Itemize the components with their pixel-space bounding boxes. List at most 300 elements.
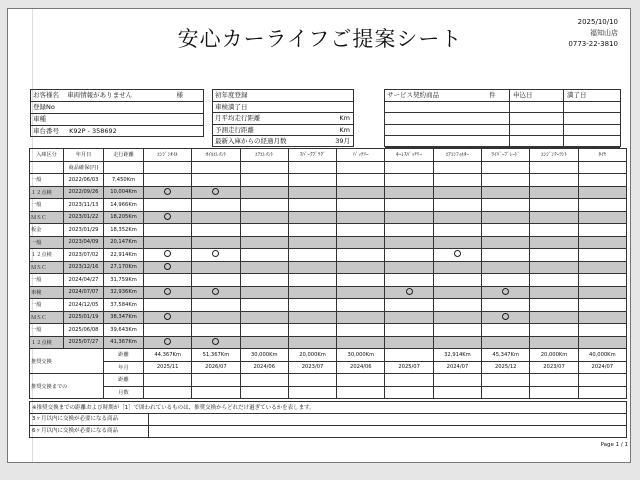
table-row — [30, 261, 627, 274]
replaced-mark — [212, 288, 219, 295]
mark-cell — [385, 261, 433, 274]
mark-cell — [192, 249, 240, 262]
entry-date-cell: 2024/07/07 — [64, 286, 104, 299]
recommend-label: 推奨交換 — [30, 349, 104, 374]
entry-type-cell: １２点検 — [30, 249, 64, 262]
mark-cell — [192, 174, 240, 187]
mark-cell — [530, 186, 578, 199]
mark-cell — [192, 211, 240, 224]
mark-cell — [578, 324, 626, 337]
mark-cell — [288, 211, 336, 224]
inspection-expiry-label: 車検満了日 — [215, 102, 248, 111]
grid-header-cell: ｴﾝｼﾞﾝｸｰﾗﾝﾄ — [530, 149, 578, 162]
table-row — [30, 161, 627, 174]
entry-date-cell: 2023/07/02 — [64, 249, 104, 262]
service-contract-box — [384, 89, 621, 147]
mark-cell — [482, 274, 530, 287]
until-cell — [144, 374, 192, 387]
mark-cell — [578, 286, 626, 299]
table-row — [30, 186, 627, 199]
entry-mileage-cell: 10,004Km — [104, 186, 144, 199]
until-cell — [144, 386, 192, 399]
recommend-km-cell: 45,347Km — [482, 349, 530, 362]
service-start-label: 申込日 — [513, 91, 533, 99]
mark-cell — [433, 261, 481, 274]
replaced-mark — [164, 188, 171, 195]
mark-cell — [192, 199, 240, 212]
mark-cell — [578, 274, 626, 287]
entry-type-cell: １２点検 — [30, 186, 64, 199]
grid-header-cell: ﾊﾞｯﾃﾘｰ — [337, 149, 385, 162]
recommend-month-cell: 2024/06 — [240, 361, 288, 374]
recommend-month-cell: 2024/06 — [337, 361, 385, 374]
mark-cell — [288, 286, 336, 299]
mark-cell — [144, 286, 192, 299]
entry-type-cell: ＭＳＣ — [30, 211, 64, 224]
replaced-mark — [212, 338, 219, 345]
entry-date-cell: 2024/04/27 — [64, 274, 104, 287]
service-end-label: 満了日 — [567, 91, 587, 99]
recommend-month-cell: 2025/12 — [482, 361, 530, 374]
mark-cell — [530, 311, 578, 324]
entry-date-cell: 2025/06/08 — [64, 324, 104, 337]
table-row — [30, 211, 627, 224]
mark-cell — [192, 261, 240, 274]
table-row — [30, 286, 627, 299]
customer-box — [30, 89, 204, 137]
until-cell — [288, 374, 336, 387]
mark-cell — [530, 336, 578, 349]
mark-cell — [288, 261, 336, 274]
mark-cell — [385, 174, 433, 187]
mark-cell — [385, 186, 433, 199]
store-phone: 0773-22-3810 — [568, 40, 618, 48]
mark-cell — [578, 211, 626, 224]
grid-header-cell: ｴｱｴﾚﾒﾝﾄ — [240, 149, 288, 162]
until-cell — [192, 386, 240, 399]
mark-cell — [240, 324, 288, 337]
mark-cell — [530, 249, 578, 262]
mark-cell — [433, 336, 481, 349]
mark-cell — [288, 274, 336, 287]
recommend-km-cell: 32,914Km — [433, 349, 481, 362]
mark-cell — [578, 186, 626, 199]
mark-cell — [337, 311, 385, 324]
mark-cell — [192, 336, 240, 349]
mark-cell — [482, 261, 530, 274]
recommend-month-cell: 2023/07 — [530, 361, 578, 374]
mark-cell — [240, 224, 288, 237]
table-row — [30, 224, 627, 237]
mark-cell — [192, 286, 240, 299]
mark-cell — [337, 299, 385, 312]
mark-cell — [433, 311, 481, 324]
three-month-label: 3ヶ月以内に交換が必要になる商品 — [32, 416, 119, 422]
entry-mileage-cell: 14,966Km — [104, 199, 144, 212]
mark-cell — [530, 324, 578, 337]
entry-type-cell: 一般 — [30, 299, 64, 312]
mark-cell — [144, 336, 192, 349]
table-row — [30, 336, 627, 349]
until-month-row — [30, 386, 627, 399]
mark-cell — [337, 324, 385, 337]
recommend-km-cell — [385, 349, 433, 362]
mark-cell — [482, 224, 530, 237]
replaced-mark — [164, 250, 171, 257]
mark-cell — [482, 174, 530, 187]
store-info — [568, 17, 618, 50]
recommend-km-cell: 30,000Km — [240, 349, 288, 362]
mark-cell — [144, 199, 192, 212]
recommend-note: ※推奨交換までの距離および時期が［1］で囲われているものは、推奨交換からどれだけ過ぎているかを表します。 — [32, 405, 315, 411]
entry-type-cell: １２点検 — [30, 336, 64, 349]
customer-name-label: お客様名 — [33, 91, 59, 99]
mark-cell — [578, 199, 626, 212]
mark-cell — [482, 311, 530, 324]
recommend-km-cell: 40,000Km — [578, 349, 626, 362]
mark-cell — [144, 174, 192, 187]
replaced-mark — [406, 288, 413, 295]
replaced-mark — [502, 288, 509, 295]
mark-cell — [288, 249, 336, 262]
entry-date-cell: 2023/04/09 — [64, 236, 104, 249]
mark-cell — [337, 274, 385, 287]
store-name: 福知山店 — [590, 29, 618, 37]
distance-label: 距離 — [104, 349, 144, 362]
honorific: 様 — [176, 91, 183, 99]
mark-cell — [385, 286, 433, 299]
table-row — [30, 311, 627, 324]
mark-cell — [530, 224, 578, 237]
table-row — [30, 236, 627, 249]
mark-cell — [240, 199, 288, 212]
months-elapsed-value: 39月 — [335, 137, 350, 146]
mark-cell — [144, 211, 192, 224]
mark-cell — [530, 299, 578, 312]
mark-cell — [337, 186, 385, 199]
recommend-month-cell: 2024/07 — [578, 361, 626, 374]
entry-type-cell: 車検 — [30, 286, 64, 299]
mark-cell — [288, 199, 336, 212]
entry-type-cell: ＭＳＣ — [30, 261, 64, 274]
recommend-km-cell: 20,000Km — [530, 349, 578, 362]
until-cell — [240, 374, 288, 387]
mark-cell — [144, 274, 192, 287]
mark-cell — [433, 174, 481, 187]
entry-mileage-cell: 37,584Km — [104, 299, 144, 312]
replaced-mark — [164, 338, 171, 345]
distance2-label: 距離 — [104, 374, 144, 387]
car-model-label: 車種 — [33, 115, 46, 123]
table-row — [30, 249, 627, 262]
mark-cell — [240, 261, 288, 274]
vin-label: 車台番号 — [33, 127, 59, 135]
mark-cell — [482, 249, 530, 262]
mark-cell — [144, 311, 192, 324]
grid-header-cell: ｷｰﾚｽﾊﾞｯﾃﾘｰ — [385, 149, 433, 162]
mark-cell — [578, 336, 626, 349]
mark-cell — [385, 274, 433, 287]
mark-cell — [192, 274, 240, 287]
mark-cell — [482, 299, 530, 312]
entry-date-cell: 2023/01/29 — [64, 224, 104, 237]
mark-cell — [578, 261, 626, 274]
entry-mileage-cell: 18,352Km — [104, 224, 144, 237]
mark-cell — [385, 224, 433, 237]
until-cell — [288, 386, 336, 399]
grid-header-cell: ｵｲﾙｴﾚﾒﾝﾄ — [192, 149, 240, 162]
mark-cell — [530, 261, 578, 274]
replaced-mark — [454, 250, 461, 257]
mark-cell — [482, 199, 530, 212]
entry-date-cell: 2024/12/05 — [64, 299, 104, 312]
until-cell — [337, 374, 385, 387]
mark-cell — [337, 236, 385, 249]
avg-mileage-label: 月平均走行距離 — [215, 114, 261, 123]
months2-label: 月数 — [104, 386, 144, 399]
recommend-km-cell: 30,000Km — [337, 349, 385, 362]
until-cell — [530, 386, 578, 399]
entry-type-cell: 一般 — [30, 274, 64, 287]
month-label: 年月 — [104, 361, 144, 374]
replaced-mark — [212, 188, 219, 195]
mark-cell — [433, 299, 481, 312]
mark-cell — [192, 236, 240, 249]
recommend-distance-row — [30, 349, 627, 362]
until-cell — [192, 374, 240, 387]
entry-mileage-cell: 32,936Km — [104, 286, 144, 299]
mark-cell — [530, 274, 578, 287]
mark-cell — [192, 324, 240, 337]
mark-cell — [337, 336, 385, 349]
entry-date-cell: 2025/01/19 — [64, 311, 104, 324]
mark-cell — [240, 236, 288, 249]
avg-mileage-unit: Km — [339, 114, 350, 123]
mark-cell — [385, 336, 433, 349]
mark-cell — [240, 161, 288, 174]
mark-cell — [144, 249, 192, 262]
mark-cell — [337, 199, 385, 212]
until-cell — [337, 386, 385, 399]
until-cell — [433, 386, 481, 399]
until-cell — [578, 374, 626, 387]
mark-cell — [192, 311, 240, 324]
grid-header-cell: ｽﾊﾟｰｸﾌﾟﾗｸﾞ — [288, 149, 336, 162]
mark-cell — [288, 186, 336, 199]
entry-mileage-cell: 18,205Km — [104, 211, 144, 224]
mark-cell — [482, 236, 530, 249]
mark-cell — [337, 211, 385, 224]
table-row — [30, 199, 627, 212]
mark-cell — [530, 174, 578, 187]
mark-cell — [433, 161, 481, 174]
entry-date-cell: 2022/06/03 — [64, 174, 104, 187]
mark-cell — [240, 299, 288, 312]
inspection-box — [212, 89, 354, 147]
maintenance-grid — [29, 148, 627, 399]
replaced-mark — [164, 288, 171, 295]
mark-cell — [578, 299, 626, 312]
mark-cell — [337, 286, 385, 299]
mark-cell — [433, 199, 481, 212]
mark-cell — [433, 236, 481, 249]
recommend-month-cell: 2026/07 — [192, 361, 240, 374]
entry-type-cell — [30, 161, 64, 174]
six-month-label: 6ヶ月以内に交換が必要になる商品 — [32, 428, 119, 434]
mark-cell — [385, 249, 433, 262]
mark-cell — [288, 161, 336, 174]
mark-cell — [433, 324, 481, 337]
mark-cell — [144, 224, 192, 237]
entry-mileage-cell: 39,643Km — [104, 324, 144, 337]
mark-cell — [482, 324, 530, 337]
entry-mileage-cell: 38,347Km — [104, 311, 144, 324]
mark-cell — [288, 174, 336, 187]
entry-date-cell: 2023/12/16 — [64, 261, 104, 274]
months-elapsed-label: 最新入庫からの経過月数 — [215, 137, 287, 146]
mark-cell — [240, 249, 288, 262]
mark-cell — [288, 311, 336, 324]
entry-mileage-cell: 41,367Km — [104, 336, 144, 349]
grid-header-row — [30, 149, 627, 162]
mark-cell — [433, 224, 481, 237]
recommend-km-cell: 44,367Km — [144, 349, 192, 362]
table-row — [30, 299, 627, 312]
mark-cell — [288, 324, 336, 337]
mark-cell — [337, 224, 385, 237]
replaced-mark — [164, 313, 171, 320]
mark-cell — [192, 224, 240, 237]
grid-header-cell: 走行距離 — [104, 149, 144, 162]
mark-cell — [530, 199, 578, 212]
entry-type-cell: 一般 — [30, 174, 64, 187]
sheet-title: 安心カーライフご提案シート — [177, 27, 463, 51]
until-cell — [385, 374, 433, 387]
print-date: 2025/10/10 — [577, 18, 618, 26]
mark-cell — [530, 286, 578, 299]
mark-cell — [578, 174, 626, 187]
six-month-row — [29, 425, 627, 438]
mark-cell — [482, 211, 530, 224]
mark-cell — [144, 236, 192, 249]
vin-value: K92P - 358692 — [69, 127, 117, 135]
until-cell — [578, 386, 626, 399]
until-cell — [482, 386, 530, 399]
customer-name-value: 車両情報がありません — [67, 91, 133, 99]
mark-cell — [288, 299, 336, 312]
mark-cell — [578, 161, 626, 174]
mark-cell — [433, 186, 481, 199]
mark-cell — [482, 336, 530, 349]
reg-no-label: 登録No — [33, 103, 55, 111]
table-row — [30, 174, 627, 187]
mark-cell — [240, 274, 288, 287]
mark-cell — [385, 311, 433, 324]
until-cell — [240, 386, 288, 399]
grid-header-cell: ｴﾝｼﾞﾝｵｲﾙ — [144, 149, 192, 162]
until-cell — [482, 374, 530, 387]
mark-cell — [578, 236, 626, 249]
recommend-month-cell: 2023/07 — [288, 361, 336, 374]
recommend-km-cell: 51,367Km — [192, 349, 240, 362]
pred-mileage-unit: Km — [339, 125, 350, 134]
mark-cell — [433, 286, 481, 299]
grid-header-cell: ｴｱｺﾝﾌｨﾙﾀｰ — [433, 149, 481, 162]
mark-cell — [240, 186, 288, 199]
first-reg-label: 初年度登録 — [215, 91, 248, 99]
mark-cell — [240, 174, 288, 187]
mark-cell — [578, 249, 626, 262]
mark-cell — [337, 161, 385, 174]
grid-header-cell: 入庫区分 — [30, 149, 64, 162]
table-row — [30, 274, 627, 287]
mark-cell — [144, 161, 192, 174]
mark-cell — [337, 174, 385, 187]
until-cell — [433, 374, 481, 387]
mark-cell — [433, 274, 481, 287]
entry-type-cell: ＭＳＣ — [30, 311, 64, 324]
mark-cell — [385, 211, 433, 224]
mark-cell — [144, 299, 192, 312]
mark-cell — [288, 336, 336, 349]
mark-cell — [482, 286, 530, 299]
mark-cell — [433, 249, 481, 262]
mark-cell — [144, 261, 192, 274]
mark-cell — [433, 211, 481, 224]
mark-cell — [385, 236, 433, 249]
mark-cell — [385, 199, 433, 212]
until-cell — [530, 374, 578, 387]
mark-cell — [192, 186, 240, 199]
entry-mileage-cell: 27,170Km — [104, 261, 144, 274]
mark-cell — [192, 299, 240, 312]
mark-cell — [337, 249, 385, 262]
mark-cell — [578, 311, 626, 324]
mark-cell — [240, 211, 288, 224]
entry-mileage-cell: 7,450Km — [104, 174, 144, 187]
recommend-month-cell: 2024/07 — [433, 361, 481, 374]
mark-cell — [385, 161, 433, 174]
entry-type-cell: 一般 — [30, 324, 64, 337]
mark-cell — [288, 236, 336, 249]
replaced-mark — [164, 213, 171, 220]
mark-cell — [578, 224, 626, 237]
grid-header-cell: 年月日 — [64, 149, 104, 162]
entry-date-cell: 2022/09/26 — [64, 186, 104, 199]
entry-mileage-cell: 31,759Km — [104, 274, 144, 287]
recommend-month-row — [30, 361, 627, 374]
until-distance-row — [30, 374, 627, 387]
recommend-month-cell: 2025/11 — [144, 361, 192, 374]
mark-cell — [482, 161, 530, 174]
mark-cell — [482, 186, 530, 199]
page-number: Page 1 / 1 — [600, 442, 628, 448]
entry-date-cell: 商品確保(円) — [64, 161, 104, 174]
until-cell — [385, 386, 433, 399]
entry-mileage-cell — [104, 161, 144, 174]
until-label: 推奨交換までの — [30, 374, 104, 399]
mark-cell — [385, 299, 433, 312]
entry-date-cell: 2025/07/27 — [64, 336, 104, 349]
entry-type-cell: 一般 — [30, 199, 64, 212]
service-count-label: 件 — [489, 91, 496, 99]
recommend-month-cell: 2025/07 — [385, 361, 433, 374]
entry-date-cell: 2023/01/22 — [64, 211, 104, 224]
mark-cell — [337, 261, 385, 274]
mark-cell — [385, 324, 433, 337]
mark-cell — [530, 236, 578, 249]
mark-cell — [288, 224, 336, 237]
